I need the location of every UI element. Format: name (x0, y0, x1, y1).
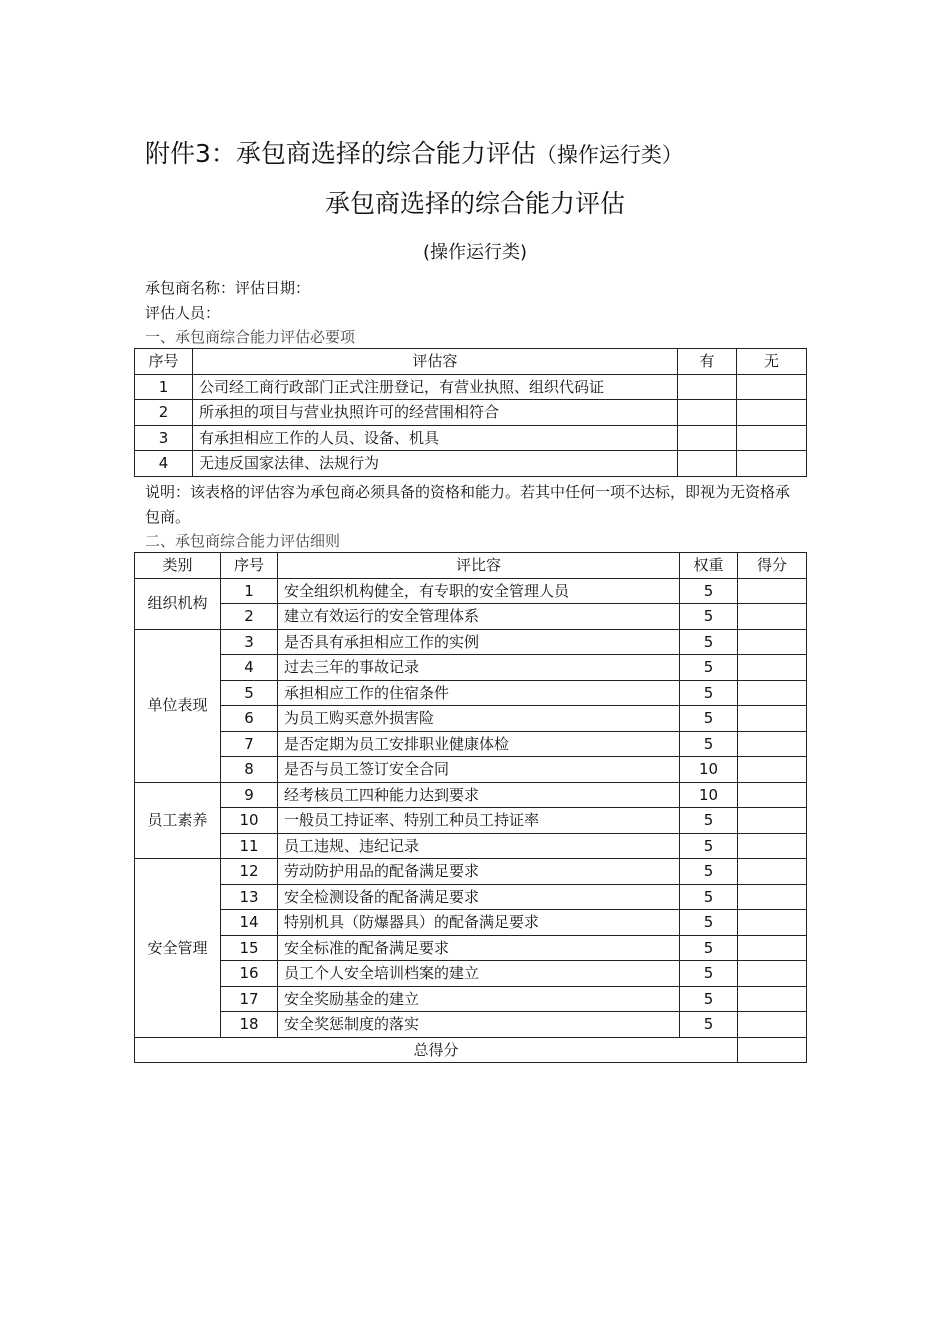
header-no: 序号 (221, 553, 278, 579)
table-row (135, 1012, 807, 1038)
category-cell: 员工素养 (135, 782, 221, 859)
table-row (135, 425, 807, 451)
row-no: 4 (221, 655, 278, 681)
yes-cell[interactable] (678, 374, 737, 400)
score-cell[interactable] (738, 731, 807, 757)
row-no: 3 (221, 629, 278, 655)
score-cell[interactable] (738, 782, 807, 808)
row-no: 4 (135, 451, 193, 477)
header-category: 类别 (135, 553, 221, 579)
row-content: 所承担的项目与营业执照许可的经营围相符合 (193, 400, 678, 426)
row-content: 承担相应工作的住宿条件 (278, 680, 680, 706)
row-content: 过去三年的事故记录 (278, 655, 680, 681)
row-weight: 5 (680, 731, 738, 757)
row-weight: 5 (680, 1012, 738, 1038)
document-title: 承包商选择的综合能力评估 (324, 189, 625, 218)
table-row (135, 961, 807, 987)
row-no: 17 (221, 986, 278, 1012)
row-content: 特别机具（防爆器具）的配备满足要求 (278, 910, 680, 936)
table-header-row (135, 349, 807, 375)
table-header-row (135, 553, 807, 579)
header-no-have: 无 (737, 349, 807, 375)
no-cell[interactable] (737, 425, 807, 451)
row-weight: 5 (680, 604, 738, 630)
row-no: 2 (221, 604, 278, 630)
score-cell[interactable] (738, 808, 807, 834)
row-no: 7 (221, 731, 278, 757)
table-row (135, 400, 807, 426)
evaluator-line: 评估人员： (145, 304, 221, 322)
row-no: 6 (221, 706, 278, 732)
score-cell[interactable] (738, 757, 807, 783)
score-cell[interactable] (738, 629, 807, 655)
row-no: 15 (221, 935, 278, 961)
table-row (135, 808, 807, 834)
header-content: 评估容 (193, 349, 678, 375)
row-content: 劳动防护用品的配备满足要求 (278, 859, 680, 885)
row-no: 8 (221, 757, 278, 783)
score-cell[interactable] (738, 884, 807, 910)
table-row (135, 604, 807, 630)
row-no: 5 (221, 680, 278, 706)
attachment-heading-main: 附件3：承包商选择的综合能力评估 (145, 139, 536, 168)
total-score-cell[interactable] (738, 1037, 807, 1063)
row-content: 无违反国家法律、法规行为 (193, 451, 678, 477)
row-no: 1 (135, 374, 193, 400)
evaluation-detail-table (134, 552, 807, 1063)
table-row (135, 986, 807, 1012)
row-weight: 5 (680, 986, 738, 1012)
row-weight: 5 (680, 910, 738, 936)
section1-heading: 一、承包商综合能力评估必要项 (145, 328, 356, 346)
row-content: 公司经工商行政部门正式注册登记，有营业执照、组织代码证 (193, 374, 678, 400)
section1-note: 说明：该表格的评估容为承包商必须具备的资格和能力。若其中任何一项不达标，即视为无资格承包商。 (145, 483, 791, 526)
header-content: 评比容 (278, 553, 680, 579)
score-cell[interactable] (738, 986, 807, 1012)
score-cell[interactable] (738, 706, 807, 732)
table-row (135, 451, 807, 477)
row-no: 11 (221, 833, 278, 859)
table-row (135, 374, 807, 400)
row-content: 安全奖惩制度的落实 (278, 1012, 680, 1038)
row-no: 13 (221, 884, 278, 910)
header-score: 得分 (738, 553, 807, 579)
no-cell[interactable] (737, 451, 807, 477)
score-cell[interactable] (738, 604, 807, 630)
score-cell[interactable] (738, 1012, 807, 1038)
row-weight: 5 (680, 578, 738, 604)
row-weight: 5 (680, 833, 738, 859)
row-weight: 10 (680, 782, 738, 808)
score-cell[interactable] (738, 961, 807, 987)
table-row (135, 680, 807, 706)
row-weight: 5 (680, 961, 738, 987)
document-subtitle: (操作运行类) (422, 242, 528, 263)
table-row (135, 833, 807, 859)
row-content: 安全奖励基金的建立 (278, 986, 680, 1012)
attachment-heading (145, 134, 683, 170)
score-cell[interactable] (738, 680, 807, 706)
yes-cell[interactable] (678, 400, 737, 426)
row-no: 10 (221, 808, 278, 834)
score-cell[interactable] (738, 655, 807, 681)
row-content: 有承担相应工作的人员、设备、机具 (193, 425, 678, 451)
table-row (135, 859, 807, 885)
header-yes: 有 (678, 349, 737, 375)
yes-cell[interactable] (678, 451, 737, 477)
category-cell: 单位表现 (135, 629, 221, 782)
no-cell[interactable] (737, 400, 807, 426)
table-row (135, 706, 807, 732)
score-cell[interactable] (738, 578, 807, 604)
section2-heading: 二、承包商综合能力评估细则 (145, 532, 341, 550)
yes-cell[interactable] (678, 425, 737, 451)
row-weight: 5 (680, 859, 738, 885)
table-row (135, 655, 807, 681)
row-weight: 10 (680, 757, 738, 783)
row-content: 员工违规、违纪记录 (278, 833, 680, 859)
row-content: 安全标准的配备满足要求 (278, 935, 680, 961)
required-items-table (134, 348, 807, 477)
row-no: 9 (221, 782, 278, 808)
row-content: 建立有效运行的安全管理体系 (278, 604, 680, 630)
table-row (135, 629, 807, 655)
row-no: 3 (135, 425, 193, 451)
row-weight: 5 (680, 884, 738, 910)
header-weight: 权重 (680, 553, 738, 579)
row-no: 14 (221, 910, 278, 936)
score-cell[interactable] (738, 910, 807, 936)
table-row (135, 935, 807, 961)
row-content: 为员工购买意外损害险 (278, 706, 680, 732)
attachment-heading-paren: （操作运行类） (535, 143, 683, 167)
row-content: 安全组织机构健全，有专职的安全管理人员 (278, 578, 680, 604)
row-weight: 5 (680, 935, 738, 961)
row-content: 是否与员工签订安全合同 (278, 757, 680, 783)
row-weight: 5 (680, 680, 738, 706)
table-row (135, 884, 807, 910)
score-cell[interactable] (738, 935, 807, 961)
row-weight: 5 (680, 655, 738, 681)
table-row (135, 782, 807, 808)
contractor-name-date-line: 承包商名称：评估日期： (145, 279, 311, 297)
no-cell[interactable] (737, 374, 807, 400)
row-content: 是否具有承担相应工作的实例 (278, 629, 680, 655)
row-content: 经考核员工四种能力达到要求 (278, 782, 680, 808)
row-weight: 5 (680, 808, 738, 834)
row-no: 18 (221, 1012, 278, 1038)
header-no: 序号 (135, 349, 193, 375)
table-row (135, 578, 807, 604)
total-label: 总得分 (135, 1037, 738, 1063)
category-cell: 安全管理 (135, 859, 221, 1038)
row-no: 2 (135, 400, 193, 426)
row-no: 12 (221, 859, 278, 885)
row-content: 员工个人安全培训档案的建立 (278, 961, 680, 987)
row-weight: 5 (680, 706, 738, 732)
category-cell: 组织机构 (135, 578, 221, 629)
row-no: 16 (221, 961, 278, 987)
table-row (135, 910, 807, 936)
total-row (135, 1037, 807, 1063)
row-content: 安全检测设备的配备满足要求 (278, 884, 680, 910)
row-no: 1 (221, 578, 278, 604)
score-cell[interactable] (738, 833, 807, 859)
table-row (135, 731, 807, 757)
table-row (135, 757, 807, 783)
score-cell[interactable] (738, 859, 807, 885)
row-content: 一般员工持证率、特别工种员工持证率 (278, 808, 680, 834)
row-content: 是否定期为员工安排职业健康体检 (278, 731, 680, 757)
row-weight: 5 (680, 629, 738, 655)
